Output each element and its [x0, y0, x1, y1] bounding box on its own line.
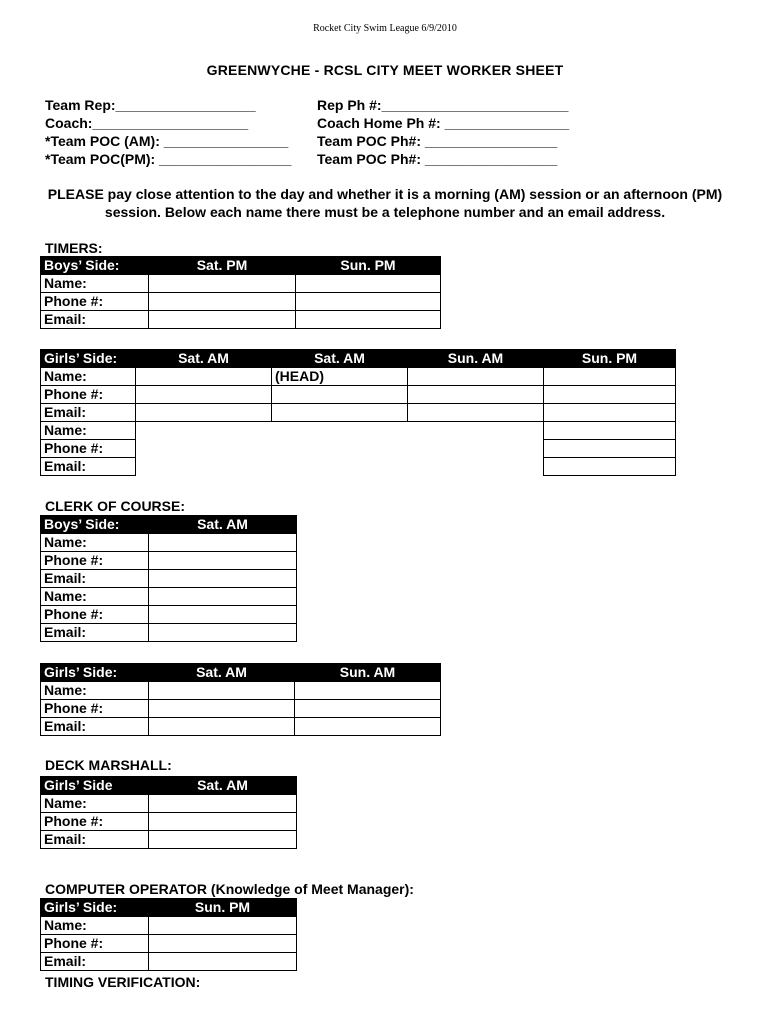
phone-label: Phone #: [41, 552, 149, 570]
header-league-line: Rocket City Swim League 6/9/2010 [313, 23, 457, 34]
input-cell[interactable] [295, 682, 441, 700]
column-header: Sat. AM [272, 350, 408, 368]
input-cell[interactable] [544, 440, 676, 458]
clerk-boys-table [40, 515, 297, 642]
team-poc-am-field[interactable]: *Team POC (AM): ________________ [45, 133, 289, 149]
input-cell[interactable] [149, 293, 296, 311]
name-label: Name: [41, 422, 136, 440]
name-label: Name: [41, 795, 149, 813]
column-header: Sun. PM [149, 899, 297, 917]
deck-girls-table [40, 776, 297, 849]
input-cell[interactable] [149, 311, 296, 329]
phone-label: Phone #: [41, 813, 149, 831]
column-header: Sun. AM [408, 350, 544, 368]
input-cell[interactable] [149, 700, 295, 718]
input-cell[interactable] [149, 275, 296, 293]
input-cell[interactable] [295, 718, 441, 736]
coach-home-phone-field[interactable]: Coach Home Ph #: ________________ [317, 115, 570, 131]
column-header: Sat. AM [136, 350, 272, 368]
name-label: Name: [41, 534, 149, 552]
phone-label: Phone #: [41, 293, 149, 311]
column-header: Sat. AM [149, 777, 297, 795]
phone-label: Phone #: [41, 700, 149, 718]
column-header: Sat. AM [149, 516, 297, 534]
email-label: Email: [41, 311, 149, 329]
side-label: Girls’ Side: [41, 899, 149, 917]
name-label: Name: [41, 917, 149, 935]
phone-label: Phone #: [41, 935, 149, 953]
input-cell[interactable] [149, 831, 297, 849]
instructions: PLEASE pay close attention to the day and whether it is a morning (AM) session or an afternoon (PM) session. Below each name there must be a telephone number and an email address. [47, 186, 723, 220]
column-header: Sat. PM [149, 257, 296, 275]
input-cell[interactable] [149, 588, 297, 606]
computer-heading: COMPUTER OPERATOR (Knowledge of Meet Manager): [45, 881, 414, 897]
input-cell[interactable] [149, 795, 297, 813]
team-poc-phone-pm-field[interactable]: Team POC Ph#: _________________ [317, 151, 558, 167]
column-header: Sat. AM [149, 664, 295, 682]
side-label: Boys’ Side: [41, 516, 149, 534]
side-label: Girls’ Side: [41, 664, 149, 682]
side-label: Boys’ Side: [41, 257, 149, 275]
timers-boys-table [40, 256, 441, 329]
input-cell[interactable] [296, 293, 441, 311]
phone-label: Phone #: [41, 440, 136, 458]
coach-field[interactable]: Coach:____________________ [45, 115, 249, 131]
input-cell[interactable] [295, 700, 441, 718]
name-label: Name: [41, 368, 136, 386]
input-cell[interactable] [544, 458, 676, 476]
input-cell[interactable] [149, 953, 297, 971]
timers-heading: TIMERS: [45, 240, 103, 256]
clerk-girls-table [40, 663, 441, 736]
input-cell[interactable] [272, 386, 408, 404]
column-header: Sun. AM [295, 664, 441, 682]
input-cell[interactable] [149, 813, 297, 831]
clerk-heading: CLERK OF COURSE: [45, 498, 185, 514]
email-label: Email: [41, 404, 136, 422]
input-cell[interactable] [272, 404, 408, 422]
input-cell[interactable] [544, 386, 676, 404]
phone-label: Phone #: [41, 386, 136, 404]
input-cell[interactable] [149, 624, 297, 642]
name-label: Name: [41, 275, 149, 293]
timers-girls-table [40, 349, 676, 476]
input-cell[interactable] [544, 422, 676, 440]
column-header: Sun. PM [544, 350, 676, 368]
timing-verification-heading: TIMING VERIFICATION: [45, 974, 201, 990]
side-label: Girls’ Side [41, 777, 149, 795]
input-cell[interactable] [136, 404, 272, 422]
input-cell[interactable] [149, 718, 295, 736]
input-cell[interactable] [408, 386, 544, 404]
email-label: Email: [41, 570, 149, 588]
input-cell[interactable] [149, 570, 297, 588]
input-cell[interactable] [136, 386, 272, 404]
input-cell[interactable] [149, 552, 297, 570]
team-rep-field[interactable]: Team Rep:__________________ [45, 97, 256, 113]
email-label: Email: [41, 718, 149, 736]
input-cell[interactable] [136, 368, 272, 386]
input-cell[interactable] [149, 935, 297, 953]
input-cell[interactable] [149, 682, 295, 700]
input-cell[interactable] [408, 404, 544, 422]
name-label: Name: [41, 682, 149, 700]
side-label: Girls’ Side: [41, 350, 136, 368]
page-title: GREENWYCHE - RCSL CITY MEET WORKER SHEET [206, 62, 564, 78]
input-cell[interactable] [149, 606, 297, 624]
input-cell[interactable] [296, 311, 441, 329]
input-cell[interactable] [544, 404, 676, 422]
name-label: Name: [41, 588, 149, 606]
computer-girls-table [40, 898, 297, 971]
email-label: Email: [41, 953, 149, 971]
input-cell[interactable] [408, 368, 544, 386]
email-label: Email: [41, 831, 149, 849]
email-label: Email: [41, 624, 149, 642]
deck-heading: DECK MARSHALL: [45, 757, 172, 773]
input-cell[interactable] [149, 917, 297, 935]
column-header: Sun. PM [296, 257, 441, 275]
team-poc-phone-am-field[interactable]: Team POC Ph#: _________________ [317, 133, 558, 149]
phone-label: Phone #: [41, 606, 149, 624]
rep-phone-field[interactable]: Rep Ph #:________________________ [317, 97, 569, 113]
input-cell[interactable] [544, 368, 676, 386]
input-cell[interactable] [149, 534, 297, 552]
input-cell[interactable] [296, 275, 441, 293]
team-poc-pm-field[interactable]: *Team POC(PM): _________________ [45, 151, 292, 167]
head-note[interactable]: (HEAD) [272, 368, 408, 386]
email-label: Email: [41, 458, 136, 476]
